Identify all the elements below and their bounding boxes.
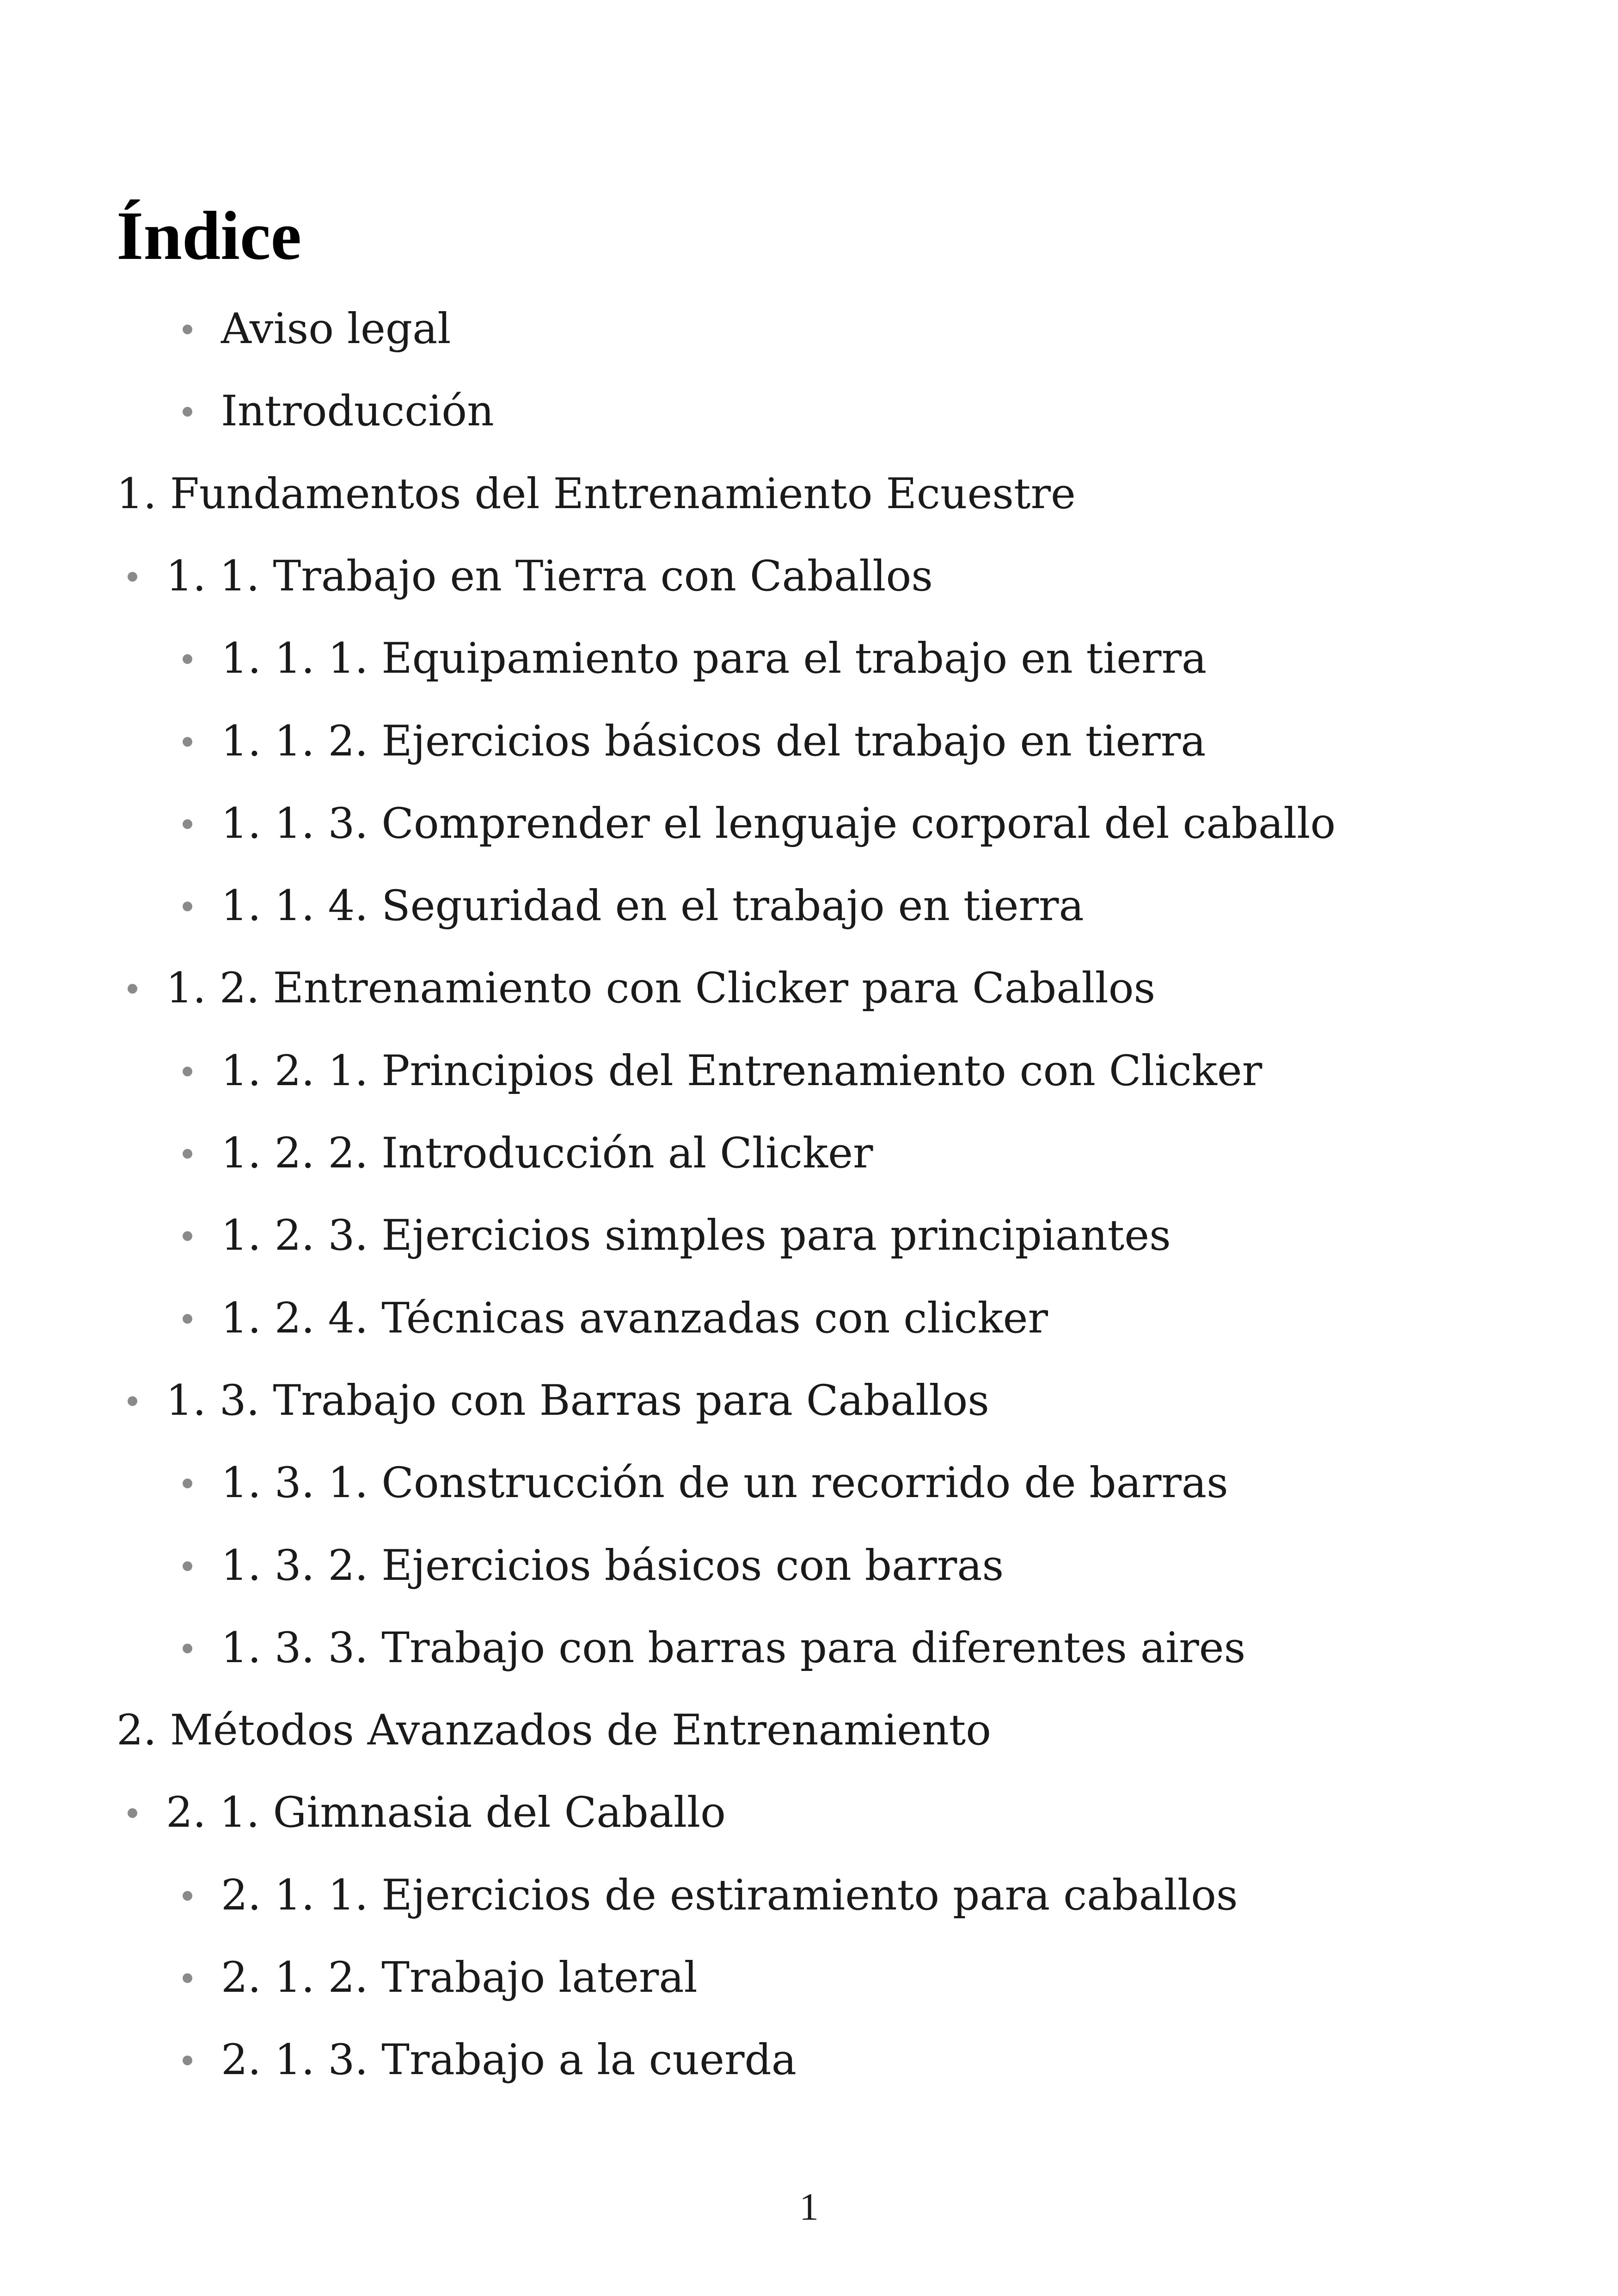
bullet-icon — [183, 2056, 192, 2065]
bullet-icon — [128, 984, 137, 994]
toc-subsection[interactable] — [183, 2032, 797, 2088]
toc-entry-label: 1. 3. Trabajo con Barras para Caballos — [166, 1376, 989, 1425]
bullet-icon — [183, 902, 192, 911]
toc-chapter[interactable] — [116, 467, 1076, 522]
toc-section[interactable] — [128, 549, 933, 604]
bullet-icon — [128, 1396, 137, 1406]
toc-entry-label: 1. 2. 4. Técnicas avanzadas con clicker — [221, 1294, 1048, 1343]
toc-entry-label: 1. 1. 2. Ejercicios básicos del trabajo en tierra — [221, 717, 1206, 766]
toc-section[interactable] — [128, 1373, 989, 1429]
bullet-icon — [128, 1808, 137, 1818]
toc-subsection[interactable] — [183, 301, 451, 357]
toc-subsection[interactable] — [183, 714, 1206, 769]
toc-entry-label: 1. 2. 1. Principios del Entrenamiento con Clicker — [221, 1047, 1263, 1095]
toc-subsection[interactable] — [183, 1621, 1245, 1676]
bullet-icon — [183, 1644, 192, 1653]
toc-entry-label: 2. 1. 1. Ejercicios de estiramiento para caballos — [221, 1871, 1238, 1920]
toc-subsection[interactable] — [183, 1868, 1238, 1923]
toc-entry-label: 1. 1. Trabajo en Tierra con Caballos — [166, 552, 933, 601]
toc-entry-label: 2. 1. Gimnasia del Caballo — [166, 1788, 726, 1837]
bullet-icon — [183, 1314, 192, 1324]
toc-entry-label: 1. 1. 4. Seguridad en el trabajo en tierra — [221, 882, 1084, 930]
toc-entry-label: 1. 2. 2. Introducción al Clicker — [221, 1129, 873, 1178]
toc-entry-label: 2. 1. 3. Trabajo a la cuerda — [221, 2036, 797, 2084]
bullet-icon — [183, 407, 192, 417]
bullet-icon — [183, 1231, 192, 1241]
toc-entry-label: 1. 1. 1. Equipamiento para el trabajo en tierra — [221, 634, 1207, 683]
bullet-icon — [183, 1149, 192, 1159]
page-title: Índice — [116, 197, 302, 274]
toc-subsection[interactable] — [183, 1291, 1048, 1346]
toc-entry-label: Introducción — [221, 387, 494, 436]
toc-subsection[interactable] — [183, 1208, 1171, 1264]
toc-chapter[interactable] — [116, 1703, 991, 1758]
toc-entry-label: 1. 1. 3. Comprender el lenguaje corporal del caballo — [221, 799, 1336, 848]
toc-subsection[interactable] — [183, 384, 494, 439]
bullet-icon — [183, 1561, 192, 1571]
toc-section[interactable] — [128, 1785, 726, 1841]
toc-entry-label: 1. 3. 1. Construcción de un recorrido de barras — [221, 1459, 1228, 1507]
toc-subsection[interactable] — [183, 796, 1336, 852]
bullet-icon — [183, 1067, 192, 1076]
toc-entry-label: 1. 2. Entrenamiento con Clicker para Caballos — [166, 964, 1156, 1013]
toc-section[interactable] — [128, 961, 1155, 1016]
toc-entry-label: 1. 3. 3. Trabajo con barras para diferentes aires — [221, 1624, 1246, 1672]
bullet-icon — [183, 819, 192, 829]
toc-entry-label: 1. 3. 2. Ejercicios básicos con barras — [221, 1541, 1004, 1590]
toc-subsection[interactable] — [183, 1950, 698, 2006]
toc-subsection[interactable] — [183, 1044, 1262, 1099]
toc-entry-label: 1. Fundamentos del Entrenamiento Ecuestre — [116, 470, 1076, 518]
toc-entry-label: 2. Métodos Avanzados de Entrenamiento — [116, 1706, 992, 1755]
toc-entry-label: 2. 1. 2. Trabajo lateral — [221, 1953, 698, 2002]
bullet-icon — [183, 1891, 192, 1901]
toc-subsection[interactable] — [183, 631, 1207, 687]
bullet-icon — [183, 325, 192, 334]
toc-subsection[interactable] — [183, 1538, 1004, 1594]
toc-subsection[interactable] — [183, 1126, 873, 1181]
toc-subsection[interactable] — [183, 878, 1084, 934]
bullet-icon — [183, 737, 192, 747]
bullet-icon — [128, 572, 137, 582]
toc-entry-label: 1. 2. 3. Ejercicios simples para principiantes — [221, 1211, 1171, 1260]
toc-subsection[interactable] — [183, 1455, 1228, 1511]
toc-entry-label: Aviso legal — [221, 305, 451, 353]
page-number: 1 — [799, 2185, 819, 2228]
bullet-icon — [183, 1973, 192, 1983]
bullet-icon — [183, 1479, 192, 1488]
bullet-icon — [183, 654, 192, 664]
